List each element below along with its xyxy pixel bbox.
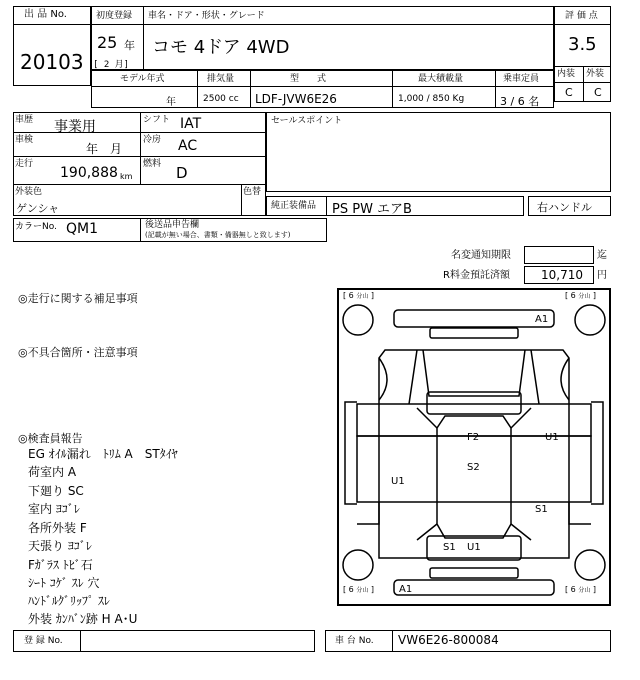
displacement-label: 排気量 [207, 74, 235, 84]
steering: 右ハンドル [537, 201, 592, 214]
displacement: 2500 cc [203, 94, 239, 104]
fuel-label: 燃料 [143, 159, 162, 169]
mark-s2: S2 [467, 462, 480, 473]
inspector-line: 各所外装 F [28, 521, 87, 535]
exterior-label: 外装 [586, 69, 605, 79]
interior-grade: C [565, 86, 573, 99]
max-load: 1,000 / 850 Kg [398, 94, 465, 104]
inspection: 年 月 [86, 142, 123, 156]
name-change-field [524, 246, 594, 264]
color-no-label: カラーNo. [15, 222, 57, 232]
tire-tl-label: [ 6 分山 ] [343, 291, 374, 300]
type-label: 型 式 [290, 74, 327, 84]
mark-a1-rear: A1 [399, 584, 413, 595]
score-label: 評 価 点 [565, 11, 598, 21]
tire-bl-label: [ 6 分山 ] [343, 585, 374, 594]
color-label: 外装色 [15, 187, 43, 197]
color: ゲンシャ [16, 202, 60, 215]
recycle-unit: 円 [597, 270, 607, 281]
mark-s1-right: S1 [535, 504, 548, 515]
name-change-label: 名変通知期限 [451, 250, 511, 261]
recolor-label: 色替 [243, 187, 262, 197]
equipment-label: 純正装備品 [271, 201, 317, 211]
recycle-label: R料金預託済額 [443, 270, 510, 281]
reg-no-label: 登 録 No. [24, 636, 63, 646]
mark-u1-right: U1 [545, 432, 559, 443]
score-value: 3.5 [568, 34, 597, 55]
model-year: 年 [166, 97, 176, 108]
mileage: 190,888 [60, 165, 118, 181]
car-name-label: 車名・ドア・形状・グレード [148, 11, 265, 21]
inspector-line: 荷室内 A [28, 465, 77, 479]
type: LDF-JVW6E26 [255, 92, 337, 106]
mark-f2: F2 [467, 432, 480, 443]
color-no: QM1 [66, 221, 99, 237]
history: 事業用 [54, 119, 96, 135]
first-reg-year: 25 [97, 33, 118, 52]
ac-label: 冷房 [143, 135, 162, 145]
mark-u1-left: U1 [391, 476, 405, 487]
first-reg-label: 初度登録 [96, 11, 133, 21]
inspector-line: 室内 ﾖｺﾞﾚ [28, 502, 80, 516]
inspector-line: EG ｵｲﾙ漏れ ﾄﾘﾑ A STﾀｲﾔ [28, 447, 178, 461]
lot-no-label: 出 品 No. [24, 9, 67, 20]
equipment: PS PW エアB [332, 202, 412, 217]
mark-a1-front: A1 [535, 314, 549, 325]
inspector-line: Fｶﾞﾗｽ ﾄﾋﾞ石 [28, 558, 93, 572]
model-year-label: モデル年式 [120, 74, 165, 84]
sales-point-label: セールスポイント [271, 116, 343, 126]
mileage-label: 走行 [15, 159, 34, 169]
exterior-grade: C [594, 86, 602, 99]
recycle-amount: 10,710 [541, 268, 583, 282]
mark-s1-bottom: S1 [443, 542, 456, 553]
inspector-line: 下廻り SC [28, 484, 84, 498]
tire-tr-label: [ 6 分山 ] [565, 291, 596, 300]
car-diagram [337, 288, 611, 606]
interior-label: 内装 [557, 69, 576, 79]
name-change-unit: 迄 [597, 250, 607, 261]
defects-title: ◎不具合箇所・注意事項 [18, 346, 138, 359]
car-name: コモ 4ドア 4WD [152, 37, 290, 58]
mark-u1-bottom: U1 [467, 542, 481, 553]
inspector-line: ｼｰﾄ ｺｹﾞ ｽﾚ 穴 [28, 576, 100, 590]
year-unit: 年 [124, 39, 135, 52]
after-label: 後送品申告欄 [145, 220, 200, 230]
shift: IAT [180, 116, 202, 132]
chassis-no: VW6E26-800084 [398, 633, 499, 647]
inspection-label: 車検 [15, 135, 34, 145]
inspector-title: ◎検査員報告 [18, 432, 83, 445]
mileage-unit: km [120, 172, 133, 181]
first-reg-month: [ 2 月] [93, 60, 130, 70]
ac: AC [178, 138, 198, 154]
capacity: 3 / 6 名 [500, 95, 540, 108]
driving-notes-title: ◎走行に関する補足事項 [18, 292, 138, 305]
inspector-line: ﾊﾝﾄﾞﾙｸﾞﾘｯﾌﾟ ｽﾚ [28, 594, 110, 608]
tire-br-label: [ 6 分山 ] [565, 585, 596, 594]
capacity-label: 乗車定員 [503, 74, 540, 84]
after-note: (記載が無い場合、書類・備器無しと致します) [145, 231, 291, 239]
fuel: D [176, 164, 188, 182]
history-label: 車歴 [15, 115, 34, 125]
inspector-line: 天張り ﾖｺﾞﾚ [28, 539, 92, 553]
shift-label: シフト [143, 115, 171, 125]
inspector-line: 外装 ｶﾝﾊﾞﾝ跡 H A･U [28, 612, 138, 626]
chassis-label: 車 台 No. [335, 636, 374, 646]
max-load-label: 最大積載量 [418, 74, 464, 84]
lot-no: 20103 [20, 50, 84, 74]
